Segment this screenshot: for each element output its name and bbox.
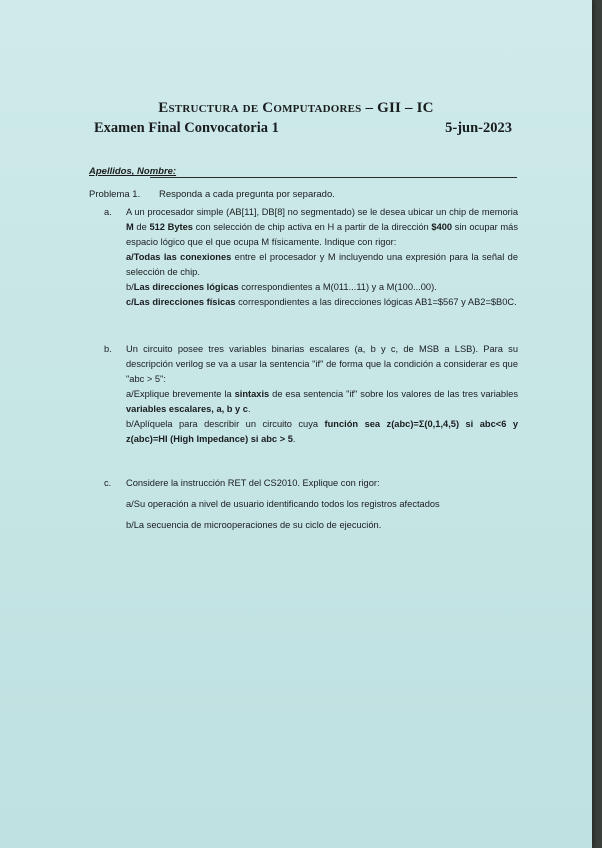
question-b-statement: Un circuito posee tres variables binarias escalares (a, b y c, de MSB a LSB). Para su descripción verilog se va a usar la sentencia "if" de forma que la condición a considerar es que "abc > 5":	[126, 344, 518, 384]
page-title: Estructura de Computadores – GII – IC	[158, 100, 434, 116]
exam-name: Examen Final Convocatoria 1	[94, 120, 279, 136]
question-c-part-b: b/La secuencia de microoperaciones de su ciclo de ejecución.	[126, 520, 382, 530]
problem-instruction: Responda a cada pregunta por separado.	[159, 189, 335, 200]
question-b-part-a: a/Explique brevemente la sintaxis de esa sentencia "if" sobre los valores de las tres variables variables escalares, a, b y c.	[126, 389, 518, 414]
question-b-part-b: b/Aplíquela para describir un circuito cuya función sea z(abc)=Σ(0,1,4,5) si abc<6 y z(abc)=HI (High Impedance) si abc > 5.	[126, 419, 519, 444]
question-a-part-b: b/Las direcciones lógicas correspondientes a M(011...11) y a M(100...00).	[126, 282, 437, 292]
question-b-letter: b.	[104, 344, 112, 354]
name-field-label: Apellidos, Nombre:	[89, 166, 177, 177]
question-c-statement: Considere la instrucción RET del CS2010. Explique con rigor:	[126, 478, 380, 488]
problem-number: Problema 1.	[89, 189, 141, 200]
question-a	[104, 205, 518, 310]
question-a-statement: A un procesador simple (AB[11], DB[8] no segmentado) se le desea ubicar un chip de memoria M de 512 Bytes con selección de chip activa en H a partir de la dirección $400 sin ocupar más espacio lógico que el que ocupa M físicamente. Indique con rigor:	[126, 207, 519, 247]
question-a-letter: a.	[104, 207, 112, 217]
exam-subtitle-row	[94, 120, 512, 137]
question-a-part-a: a/Todas las conexiones entre el procesador y M incluyendo una expresión para la señal de selección de chip.	[126, 252, 518, 277]
name-field-line	[150, 177, 517, 178]
exam-date: 5-jun-2023	[445, 120, 512, 136]
question-b	[104, 342, 518, 447]
question-c-part-a: a/Su operación a nivel de usuario identificando todos los registros afectados	[126, 499, 440, 509]
question-a-part-c: c/Las direcciones físicas correspondientes a las direcciones lógicas AB1=$567 y AB2=$B0C.	[126, 297, 517, 307]
question-c	[104, 476, 518, 533]
question-c-letter: c.	[104, 478, 112, 488]
problem-header	[89, 189, 335, 200]
